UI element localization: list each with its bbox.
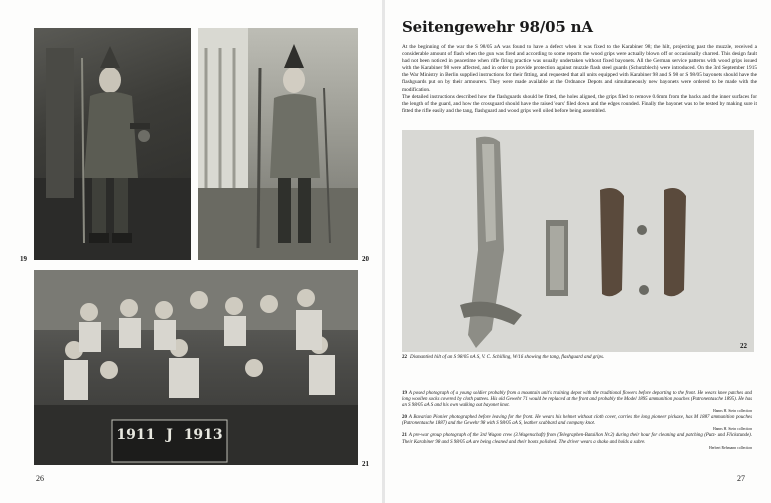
captions-block bbox=[402, 391, 752, 452]
caption-19-number: 19 bbox=[402, 391, 407, 396]
caption-22-text: Dismantled hilt of an S 98/05 nA S, V. C. Schilling, W/16 showing the tang, flashguard and grips. bbox=[410, 355, 605, 360]
hilt-parts-illustration bbox=[402, 130, 754, 352]
figure-number-21: 21 bbox=[362, 460, 369, 468]
caption-figure-22 bbox=[402, 355, 752, 360]
page-title: Seitengewehr 98/05 nA bbox=[402, 18, 593, 36]
figure-number-22: 22 bbox=[740, 342, 747, 350]
photo-dismantled-hilt bbox=[402, 130, 754, 352]
body-paragraph-1: At the beginning of the war the S 98/05 aA was found to have a defect when it was fixed to the Karabiner 98; the hilt, projecting past the muzzle, received a considerable amount of flash when the gun was fired and according to some reports the wood grips were actually blown off or occasionally charred. This design fault had not been noticed in peacetime when rifle firing practice was usually undertaken without fixed bayonets. All the German service patterns with wood grips issued with the Karabiner 98 were affected, and in order to provide protection against muzzle flash steel guards (Schutzblech) were introduced. On the 3rd September 1915 the War Ministry in Berlin supplied instructions for their fitting, and requested that all units equipped with Karabiner 98 and S 98 or S 98/05 bayonets should have the flashguards put on by their armourers. They were made available at the Ordnance Depots and simultaneously new bayonets were ordered to be made with the modification. bbox=[402, 44, 757, 93]
photo-group-wagon-crew bbox=[34, 270, 358, 465]
banner-initial: J bbox=[166, 427, 173, 443]
caption-21-credit: Herbert Rehmann collection bbox=[708, 445, 752, 450]
photo-pionier-portrait bbox=[198, 28, 358, 260]
left-page bbox=[0, 0, 382, 503]
banner-year-left: 1911 bbox=[116, 427, 156, 443]
pionier-portrait-illustration bbox=[198, 28, 358, 260]
caption-21-number: 21 bbox=[402, 433, 407, 439]
banner-year-right: 1913 bbox=[183, 427, 223, 443]
page-number-right: 27 bbox=[737, 474, 745, 483]
body-text bbox=[402, 44, 757, 115]
caption-19-credit: Hanns H. Stein collection bbox=[712, 409, 752, 414]
caption-19 bbox=[402, 391, 752, 414]
figure-number-19: 19 bbox=[20, 255, 27, 263]
body-paragraph-2: The detailed instructions described how the flashguards should be fitted, the holes aligned, the grips filed to remove 0.6mm from the backs and the inner surfaces for the length of the guard, and how the crossguard should have the raised 'ears' filed down and the edges rounded. Finally the bayonet was to be tested by making sure it fitted the rifle easily and the tang, flashguard and wood grips well oiled before being assembled. bbox=[402, 93, 757, 114]
caption-22-number: 22 bbox=[402, 355, 407, 360]
banner-text bbox=[114, 427, 225, 443]
caption-21-text: A pre-war group photograph of the 3rd Wagon crew (3.Wagenschaft) from (Telegraphen-Bataillon Nr.2) during their hour for cleaning and patching (Putz- und Flickstunde). Their Karabiner 98 and S 98/05 aA are being cleaned and their boots polished. The driver wears a shako and holds a sabre. bbox=[402, 433, 752, 445]
figure-number-20: 20 bbox=[362, 255, 369, 263]
page-number-left: 26 bbox=[36, 474, 44, 483]
caption-20-credit: Hanns H. Stein collection bbox=[712, 427, 752, 432]
caption-20 bbox=[402, 415, 752, 432]
soldier-portrait-illustration bbox=[34, 28, 191, 260]
photo-soldier-portrait bbox=[34, 28, 191, 260]
caption-20-text: A Bavarian Pionier photographed before leaving for the front. He wears his helmet without cloth cover, carries the long pioneer pickaxe, has M 1887 ammunition pouches (Patronentasche 1887) and the Gewehr 98 with S 98/05 aA S, leather scabbard and company knot. bbox=[402, 415, 752, 427]
right-page bbox=[385, 0, 771, 503]
caption-20-number: 20 bbox=[402, 415, 407, 421]
caption-21 bbox=[402, 433, 752, 450]
caption-19-text: A posed photograph of a young soldier probably from a mountain unit's training depot with the traditional flowers before departing to the front. He wears knee patches and long woollen socks covered by cloth puttees. His old Gewehr 71 would be replaced at the front and probably the Model 1895 ammunition pouches (Patronentasche 1895). He has an S 98/05 aA S and his own walking out bayonet knot. bbox=[402, 391, 752, 409]
